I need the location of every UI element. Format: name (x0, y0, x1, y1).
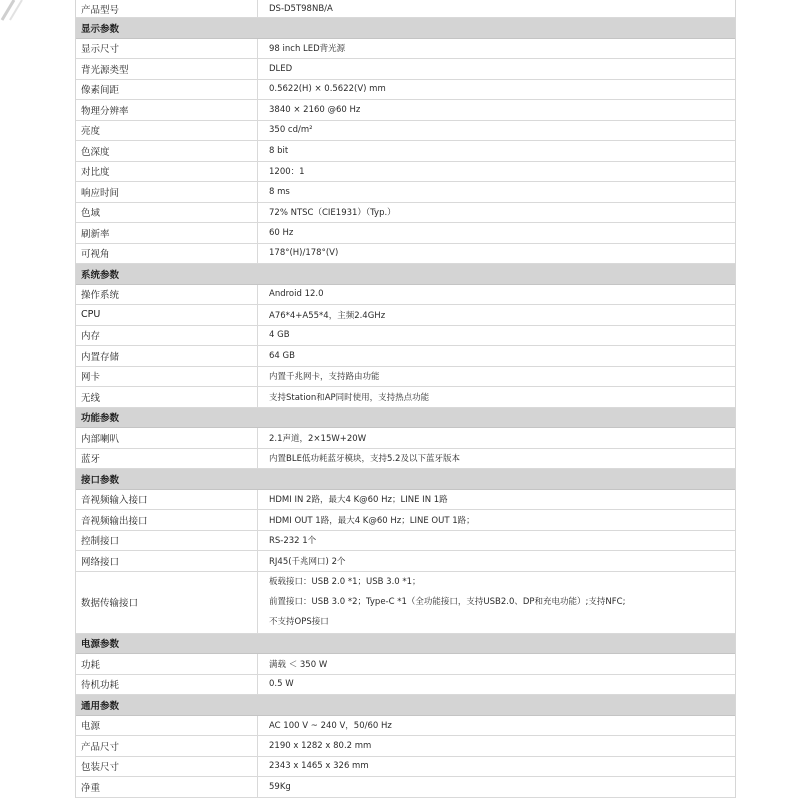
spec-row (76, 387, 735, 408)
spec-label: 背光源类型 (76, 59, 258, 79)
spec-value: A76*4+A55*4，主频2.4GHz (269, 310, 386, 321)
corner-decoration (0, 0, 40, 22)
spec-label: 网络接口 (76, 551, 258, 571)
spec-value: Android 12.0 (269, 289, 324, 300)
spec-label: 显示尺寸 (76, 39, 258, 59)
spec-value: 支持Station和AP同时使用，支持热点功能 (269, 392, 430, 403)
spec-value: 8 ms (269, 186, 290, 197)
spec-row (76, 675, 735, 696)
spec-value: 59Kg (269, 781, 291, 792)
spec-label: 操作系统 (76, 285, 258, 305)
section-header-power: 电源参数 (76, 634, 735, 655)
spec-value: 8 bit (269, 145, 289, 156)
section-header-display: 显示参数 (76, 18, 735, 39)
spec-row-model (76, 0, 735, 18)
spec-row (76, 757, 735, 778)
spec-label: 响应时间 (76, 182, 258, 202)
spec-label: 音视频输出接口 (76, 510, 258, 530)
spec-row (76, 510, 735, 531)
spec-row (76, 531, 735, 552)
spec-value: 1200：1 (269, 167, 305, 178)
spec-label: 内存 (76, 326, 258, 346)
spec-value: 2343 x 1465 x 326 mm (269, 761, 369, 772)
spec-row (76, 203, 735, 224)
spec-value: 满载 ＜ 350 W (269, 659, 328, 670)
spec-value: HDMI IN 2路，最大4 K@60 Hz；LINE IN 1路 (269, 495, 448, 506)
spec-label: 刷新率 (76, 223, 258, 243)
spec-value: 98 inch LED背光源 (269, 44, 346, 55)
spec-label: 色深度 (76, 141, 258, 161)
spec-row (76, 777, 735, 798)
spec-value: 内置千兆网卡，支持路由功能 (269, 372, 380, 383)
spec-label: 网卡 (76, 367, 258, 387)
spec-label: 包装尺寸 (76, 757, 258, 777)
spec-value: 60 Hz (269, 227, 294, 238)
spec-label: 可视角 (76, 244, 258, 264)
spec-row (76, 182, 735, 203)
spec-value: 3840 × 2160 @60 Hz (269, 104, 361, 115)
spec-value: 0.5 W (269, 679, 294, 690)
spec-label: 内置存储 (76, 346, 258, 366)
spec-row (76, 141, 735, 162)
spec-value-multiline (258, 572, 735, 633)
spec-label: 待机功耗 (76, 675, 258, 695)
spec-row (76, 100, 735, 121)
spec-value: 350 cd/m² (269, 125, 313, 136)
spec-label: 蓝牙 (76, 449, 258, 469)
spec-label: 控制接口 (76, 531, 258, 551)
spec-label: 色域 (76, 203, 258, 223)
spec-value: 72% NTSC（CIE1931）（Typ.） (269, 208, 396, 219)
spec-row (76, 285, 735, 306)
spec-row (76, 121, 735, 142)
spec-value: 2.1声道，2×15W+20W (269, 433, 367, 444)
spec-label: CPU (76, 305, 258, 325)
spec-value: 4 GB (269, 330, 290, 341)
spec-value-line: 不支持OPS接口 (269, 617, 329, 627)
spec-row (76, 162, 735, 183)
spec-label: 功耗 (76, 654, 258, 674)
spec-row (76, 736, 735, 757)
spec-row (76, 326, 735, 347)
spec-label: 物理分辨率 (76, 100, 258, 120)
section-header-system: 系统参数 (76, 264, 735, 285)
spec-row (76, 80, 735, 101)
spec-row (76, 223, 735, 244)
spec-label: 产品尺寸 (76, 736, 258, 756)
spec-label: 音视频输入接口 (76, 490, 258, 510)
spec-value-line: 前置接口：USB 3.0 *2；Type-C *1（全功能接口，支持USB2.0、DP和充电功能）;支持NFC; (269, 597, 626, 607)
spec-label: 对比度 (76, 162, 258, 182)
spec-row (76, 654, 735, 675)
spec-label: 亮度 (76, 121, 258, 141)
spec-value: AC 100 V ~ 240 V，50/60 Hz (269, 721, 392, 732)
spec-value: 内置BLE低功耗蓝牙模块，支持5.2及以下蓝牙版本 (269, 454, 460, 465)
spec-table (75, 0, 736, 798)
spec-value: 64 GB (269, 350, 295, 361)
spec-label: 产品型号 (76, 0, 258, 17)
spec-value: DS-D5T98NB/A (269, 3, 333, 14)
spec-value-line: 板载接口：USB 2.0 *1；USB 3.0 *1； (269, 577, 421, 587)
spec-row (76, 59, 735, 80)
spec-row (76, 428, 735, 449)
spec-row (76, 716, 735, 737)
spec-row (76, 346, 735, 367)
section-header-function: 功能参数 (76, 408, 735, 429)
spec-label: 内部喇叭 (76, 428, 258, 448)
section-header-interface: 接口参数 (76, 469, 735, 490)
spec-row-data-port (76, 572, 735, 634)
spec-value: 2190 x 1282 x 80.2 mm (269, 740, 372, 751)
spec-row (76, 490, 735, 511)
spec-label: 像素间距 (76, 80, 258, 100)
spec-row (76, 39, 735, 60)
spec-row (76, 449, 735, 470)
spec-label: 数据传输接口 (76, 572, 258, 633)
spec-row (76, 551, 735, 572)
spec-value: 0.5622(H) × 0.5622(V) mm (269, 84, 386, 95)
section-header-general: 通用参数 (76, 695, 735, 716)
spec-value: RJ45(千兆网口) 2个 (269, 556, 346, 567)
spec-value: RS-232 1个 (269, 536, 317, 547)
spec-row (76, 305, 735, 326)
spec-label: 净重 (76, 777, 258, 797)
spec-value: 178°(H)/178°(V) (269, 248, 339, 259)
spec-value: DLED (269, 63, 293, 74)
spec-label: 电源 (76, 716, 258, 736)
spec-row (76, 244, 735, 265)
spec-label: 无线 (76, 387, 258, 407)
spec-value: HDMI OUT 1路，最大4 K@60 Hz；LINE OUT 1路； (269, 515, 475, 526)
spec-row (76, 367, 735, 388)
